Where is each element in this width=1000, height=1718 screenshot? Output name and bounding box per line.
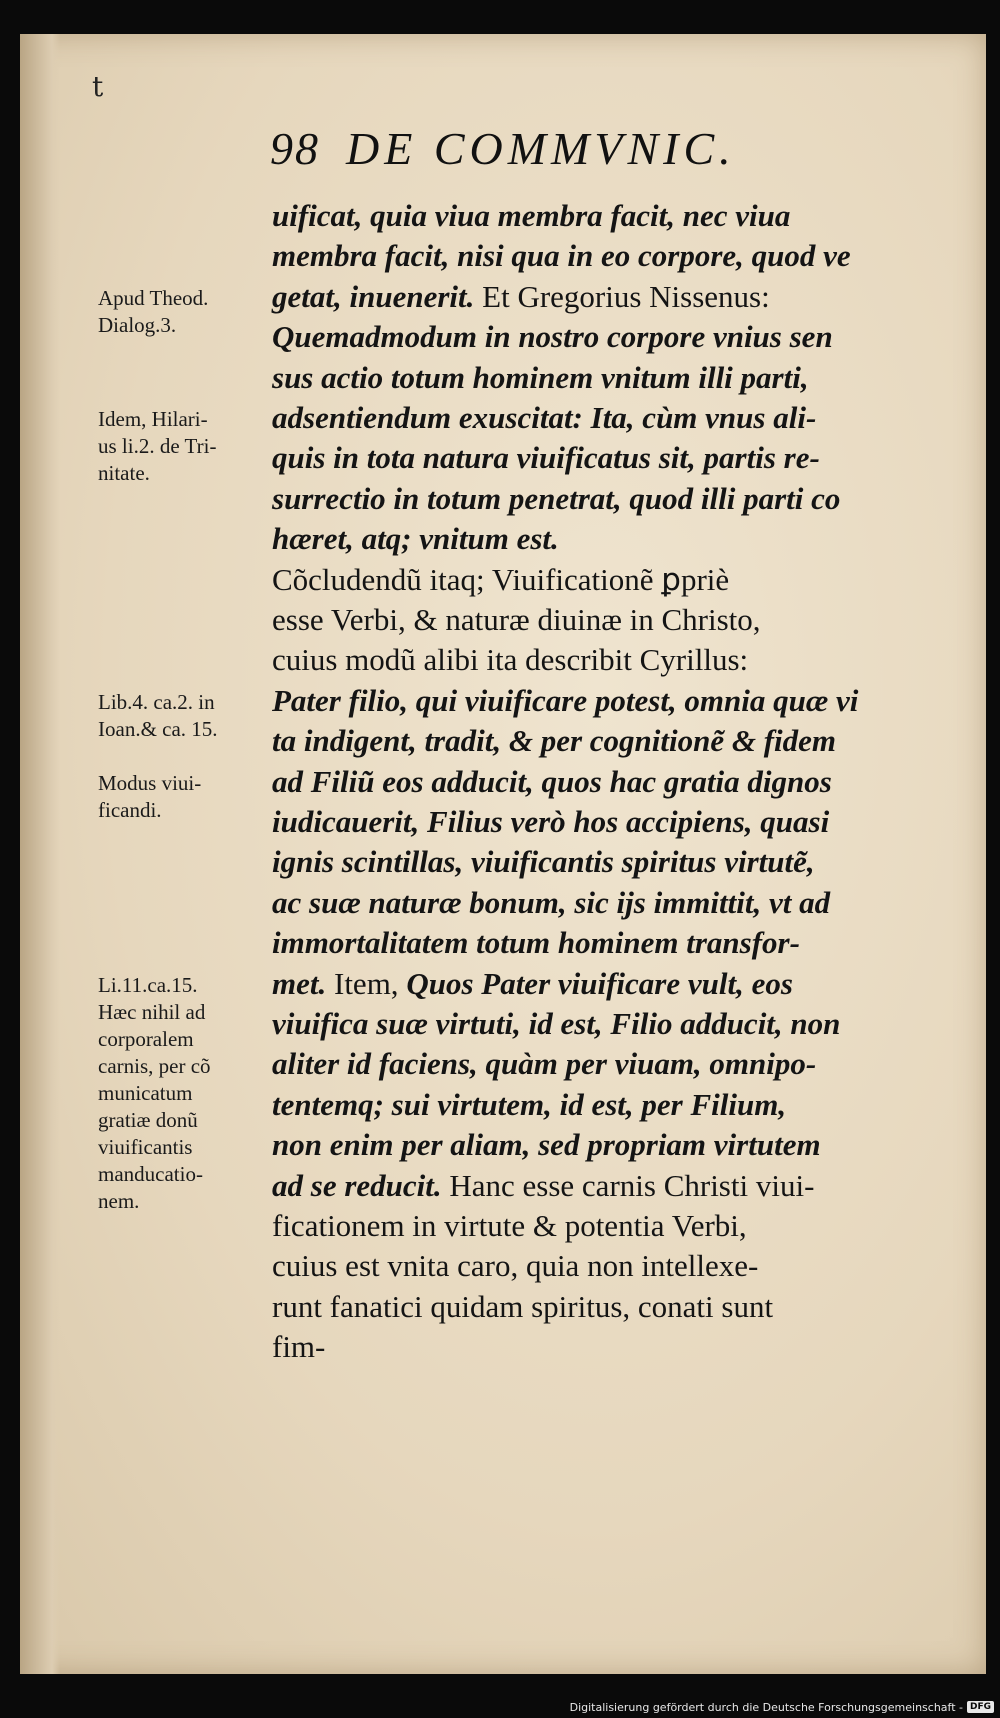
italic-text: met.	[272, 965, 334, 1001]
italic-text: ignis scintillas, viuificantis spiritus virtutẽ,	[272, 844, 815, 880]
text-line	[272, 1085, 786, 1125]
roman-text: Hanc esse carnis Christi viui-	[449, 1167, 815, 1203]
margin-note	[98, 770, 278, 824]
italic-text: ad se reducit.	[272, 1167, 450, 1203]
italic-text: hæret, atq; vnitum est.	[272, 521, 559, 557]
text-line	[272, 479, 840, 519]
margin-note-line: ficandi.	[98, 797, 162, 822]
text-line	[272, 600, 761, 640]
margin-note-line: viuificantis	[98, 1134, 193, 1159]
italic-text: immortalitatem totum hominem transfor-	[272, 925, 800, 961]
roman-text: cuius modũ alibi ita describit Cyrillus:	[272, 642, 749, 678]
italic-text: Quos Pater viuificare vult, eos	[406, 965, 793, 1001]
text-line	[272, 358, 809, 398]
italic-text: viuifica suæ virtuti, id est, Filio adducit, non	[272, 1006, 841, 1041]
margin-note-line: manducatio-	[98, 1161, 203, 1186]
italic-text: non enim per aliam, sed propriam virtutem	[272, 1127, 821, 1163]
margin-note-line: Apud Theod.	[98, 285, 209, 310]
text-line	[272, 1246, 758, 1286]
text-line	[272, 438, 820, 478]
margin-note-line: nem.	[98, 1188, 140, 1213]
text-line	[272, 802, 829, 842]
italic-text: getat, inuenerit.	[272, 278, 483, 314]
book-page	[20, 34, 986, 1674]
text-line	[272, 1125, 821, 1165]
margin-note	[98, 285, 278, 339]
margin-note	[98, 972, 278, 1215]
roman-text: Et Gregorius Nissenus:	[482, 278, 770, 314]
italic-text: Quemadmodum in nostro corpore vnius sen	[272, 319, 833, 355]
margin-note-line: corporalem	[98, 1026, 194, 1051]
roman-text: ficationem in virtute & potentia Verbi,	[272, 1208, 747, 1243]
italic-text: sus actio totum hominem vnitum illi parti,	[272, 359, 809, 395]
italic-text: iudicauerit, Filius verò hos accipiens, quasi	[272, 804, 830, 839]
italic-text: ac suæ naturæ bonum, sic ijs immittit, vt ad	[272, 884, 831, 920]
margin-note-line: Li.11.ca.15.	[98, 972, 198, 997]
text-line	[272, 1327, 325, 1367]
running-title: DE COMMVNIC.	[346, 123, 736, 174]
italic-text: membra facit, nisi qua in eo corpore, quod ve	[272, 238, 851, 274]
italic-text: ta indigent, tradit, & per cognitionẽ & fidem	[272, 723, 837, 759]
italic-text: quis in tota natura viuificatus sit, partis re-	[272, 440, 820, 476]
roman-text: fim-	[272, 1329, 326, 1365]
text-line	[272, 196, 790, 236]
roman-text: cuius est vnita caro, quia non intellexe-	[272, 1248, 759, 1284]
margin-note	[98, 406, 278, 487]
text-line	[272, 1287, 773, 1327]
roman-text: runt fanatici quidam spiritus, conati sunt	[272, 1288, 774, 1324]
text-line	[272, 398, 816, 438]
text-line	[272, 681, 858, 721]
italic-text: uificat, quia viua membra facit, nec viua	[272, 198, 791, 233]
margin-note-line: Idem, Hilari-	[98, 407, 208, 431]
text-line	[272, 317, 833, 357]
dfg-logo-icon: DFG	[967, 1701, 994, 1713]
text-line	[272, 277, 770, 317]
text-line	[272, 842, 815, 882]
corner-mark: t	[92, 70, 104, 103]
italic-text: tentemq; sui virtutem, id est, per Filium,	[272, 1086, 787, 1122]
italic-text: surrectio in totum penetrat, quod illi parti co	[272, 480, 841, 516]
margin-note-line: Hæc nihil ad	[98, 999, 206, 1024]
page-number: 98	[270, 123, 320, 174]
margin-note-line: Modus viui-	[98, 770, 202, 795]
roman-text: Cõcludendũ itaq; Viuificationẽ ꝑpriè	[272, 561, 730, 597]
text-line	[272, 1206, 747, 1246]
text-line	[272, 964, 793, 1004]
text-line	[272, 560, 729, 600]
credit-text: Digitalisierung gefördert durch die Deutsche Forschungsgemeinschaft -	[569, 1700, 963, 1714]
running-header	[270, 122, 970, 182]
text-line	[272, 1044, 816, 1084]
page-spine-shadow	[20, 34, 60, 1674]
text-line	[272, 519, 559, 559]
italic-text: aliter id faciens, quàm per viuam, omnipo-	[272, 1046, 817, 1082]
text-line	[272, 923, 800, 963]
margin-note-line: gratiæ donũ	[98, 1107, 198, 1132]
margin-note-line: carnis, per cõ	[98, 1053, 211, 1078]
margin-note	[98, 689, 278, 743]
margin-note-line: Ioan.& ca. 15.	[98, 716, 218, 741]
italic-text: Pater filio, qui viuificare potest, omnia quæ vi	[272, 682, 859, 718]
text-line	[272, 762, 832, 802]
text-line	[272, 640, 748, 680]
italic-text: adsentiendum exuscitat: Ita, cùm vnus ali-	[272, 400, 817, 435]
text-line	[272, 883, 830, 923]
margin-note-line: nitate.	[98, 461, 150, 485]
text-line	[272, 1004, 840, 1044]
text-line	[272, 1166, 814, 1206]
margin-note-line: Dialog.3.	[98, 312, 177, 337]
margin-note-line: us li.2. de Tri-	[98, 434, 217, 458]
text-line	[272, 721, 836, 761]
italic-text: ad Filiũ eos adducit, quos hac gratia dignos	[272, 763, 832, 799]
margin-note-line: Lib.4. ca.2. in	[98, 689, 215, 714]
text-line	[272, 236, 851, 276]
roman-text: esse Verbi, & naturæ diuinæ in Christo,	[272, 602, 761, 637]
roman-text: Item,	[334, 965, 407, 1001]
digitization-credit	[570, 1698, 994, 1716]
margin-note-line: municatum	[98, 1080, 193, 1105]
